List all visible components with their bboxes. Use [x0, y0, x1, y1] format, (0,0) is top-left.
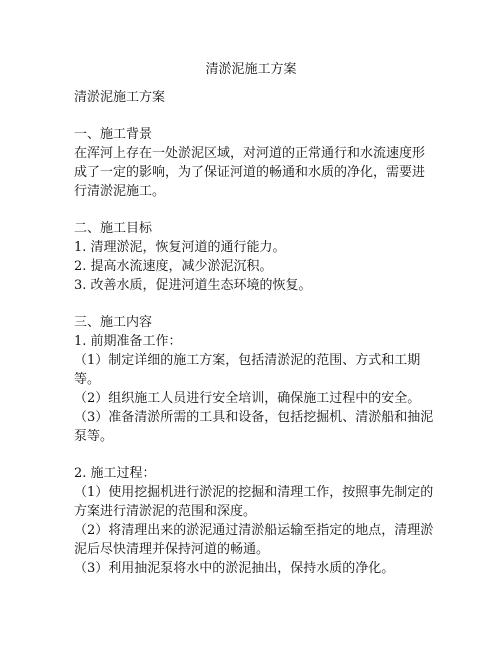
process-item: （2）将清理出来的淤泥通过清淤船运输至指定的地点，清理淤泥后尽快清理并保持河道的畅通。 — [74, 523, 434, 557]
goal-item: 1. 清理淤泥，恢复河道的通行能力。 — [74, 240, 286, 255]
process-item: （1）使用挖掘机进行淤泥的挖掘和清理工作，按照事先制定的方案进行清淤泥的范围和深度。 — [74, 485, 434, 519]
preparation-item: （2）组织施工人员进行安全培训，确保施工过程中的安全。 — [74, 391, 421, 406]
process-item: （3）利用抽泥泵将水中的淤泥抽出，保持水质的净化。 — [74, 561, 395, 576]
subsection-heading-preparation: 1. 前期准备工作： — [74, 334, 182, 349]
preparation-item: （3）准备清淤所需的工具和设备，包括挖掘机、清淤船和抽泥泵等。 — [74, 410, 434, 444]
spacer — [74, 295, 434, 313]
section-heading-background: 一、施工背景 — [74, 127, 153, 142]
document-subtitle: 清淤泥施工方案 — [74, 90, 166, 105]
goal-item: 3. 改善水质，促进河道生态环境的恢复。 — [74, 278, 312, 293]
spacer — [74, 201, 434, 219]
preparation-item: （1）制定详细的施工方案，包括清淤泥的范围、方式和工期等。 — [74, 353, 421, 387]
subsection-heading-process: 2. 施工过程： — [74, 466, 156, 481]
section-paragraph-background: 在浑河上存在一处淤泥区域，对河道的正常通行和水流速度形成了一定的影响，为了保证河道的畅通和水质的净化，需要进行清淤泥施工。 — [74, 146, 426, 199]
spacer — [74, 107, 434, 125]
goal-item: 2. 提高水流速度，减少淤泥沉积。 — [74, 259, 273, 274]
document-body — [74, 88, 434, 578]
document-title: 清淤泥施工方案 — [205, 62, 297, 77]
spacer — [74, 446, 434, 464]
section-heading-goals: 二、施工目标 — [74, 221, 153, 236]
section-heading-content: 三、施工内容 — [74, 315, 153, 330]
